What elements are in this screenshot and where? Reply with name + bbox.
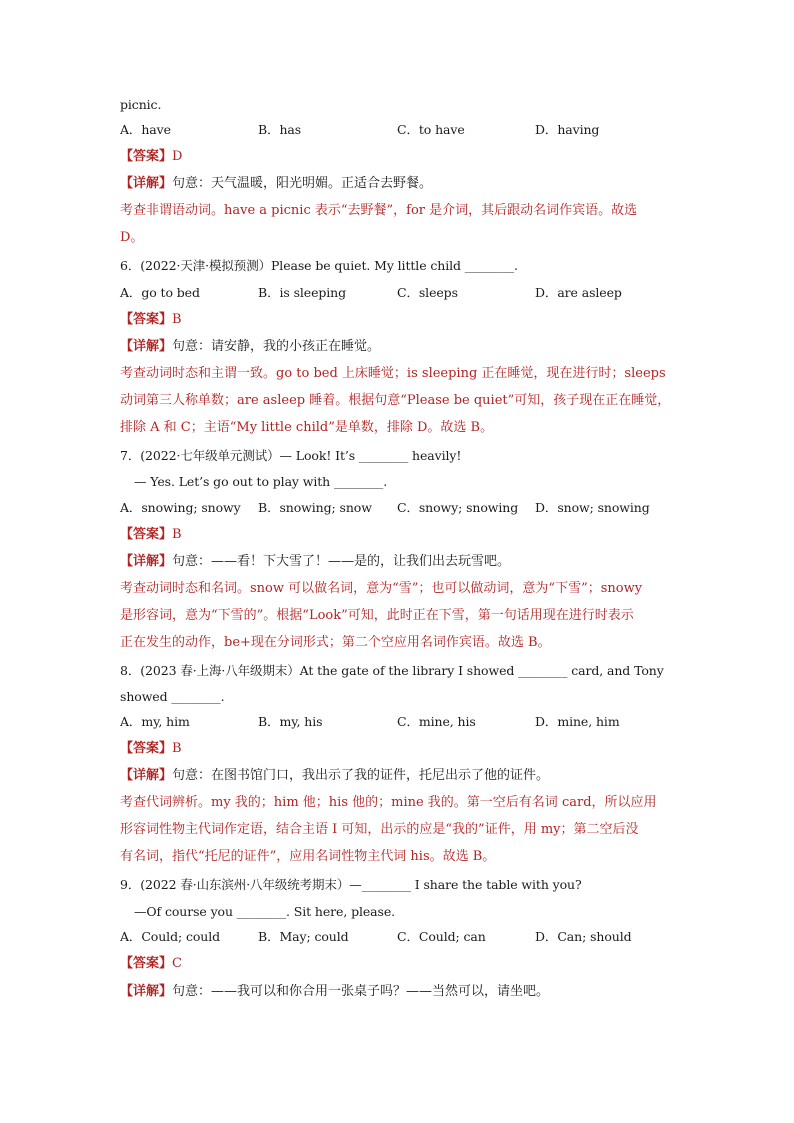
detail-line	[120, 984, 674, 1000]
option-d: D．Can; should	[535, 929, 632, 944]
answer-tag: 【答案】	[120, 956, 173, 971]
option-d: D．snow; snowing	[535, 500, 650, 515]
detail-meaning: 句意：——我可以和你合用一张桌子吗？——当然可以，请坐吧。	[172, 984, 550, 999]
question-stem-continued: showed ________.	[120, 689, 225, 704]
option-b: B．snowing; snow	[258, 500, 372, 515]
answer-line	[120, 312, 674, 328]
answer-line	[120, 527, 674, 543]
option-b: B．is sleeping	[258, 285, 347, 300]
detail-explanation: 正在发生的动作，be+现在分词形式；第二个空应用名词作宾语。故选 B。	[120, 635, 551, 650]
answer-line	[120, 149, 674, 165]
answer-value: B	[172, 741, 182, 756]
option-c: C．mine, his	[397, 714, 476, 729]
question-stem-continued: — Yes. Let’s go out to play with ________.	[134, 474, 388, 489]
detail-explanation: 动词第三人称单数；are asleep 睡着。根据句意“Please be quiet”可知，孩子现在正在睡觉，	[120, 393, 671, 408]
answer-value: D	[172, 149, 183, 164]
detail-explanation: 考查非谓语动词。have a picnic 表示“去野餐”，for 是介词，其后跟动名词作宾语。故选	[120, 203, 638, 218]
detail-tag: 【详解】	[120, 176, 173, 191]
option-a: A．my, him	[120, 714, 190, 729]
detail-explanation: 有名词，指代“托尼的证件”，应用名词性物主代词 his。故选 B。	[120, 849, 496, 864]
detail-tag: 【详解】	[120, 339, 173, 354]
option-d: D．mine, him	[535, 714, 620, 729]
detail-tag: 【详解】	[120, 554, 173, 569]
detail-line	[120, 339, 674, 355]
question-stem: 9．(2022 春·山东滨州·八年级统考期末）—________ I share the table with you?	[120, 877, 582, 892]
answer-tag: 【答案】	[120, 741, 173, 756]
option-b: B．May; could	[258, 929, 349, 944]
option-b: B．my, his	[258, 714, 323, 729]
answer-value: C	[172, 956, 182, 971]
detail-explanation: 考查代词辨析。my 我的；him 他；his 他的；mine 我的。第一空后有名词 card，所以应用	[120, 795, 657, 810]
detail-line	[120, 176, 674, 192]
question-stem: 7．(2022·七年级单元测试）— Look! It’s ________ heavily!	[120, 448, 462, 463]
option-a: A．Could; could	[120, 929, 221, 944]
option-b: B．has	[258, 122, 302, 137]
option-a: A．have	[120, 122, 171, 137]
detail-meaning: 句意：请安静，我的小孩正在睡觉。	[172, 339, 381, 354]
option-c: C．snowy; snowing	[397, 500, 519, 515]
detail-explanation: 考查动词时态和主谓一致。go to bed 上床睡觉；is sleeping 正在睡觉，现在进行时；sleeps	[120, 366, 666, 381]
question-stem-continued: —Of course you ________. Sit here, please.	[134, 904, 396, 919]
detail-explanation: 考查动词时态和名词。snow 可以做名词，意为“雪”；也可以做动词，意为“下雪”；snowy	[120, 581, 643, 596]
detail-meaning: 句意：在图书馆门口，我出示了我的证件，托尼出示了他的证件。	[172, 768, 550, 783]
answer-line	[120, 741, 674, 757]
answer-line	[120, 956, 674, 972]
answer-tag: 【答案】	[120, 312, 173, 327]
question-stem: 8．(2023 春·上海·八年级期末）At the gate of the library I showed ________ card, and Tony	[120, 663, 664, 678]
detail-line	[120, 554, 674, 570]
detail-tag: 【详解】	[120, 984, 173, 999]
detail-explanation: 是形容词，意为“下雪的”。根据“Look”可知，此时正在下雪，第一句话用现在进行时表示	[120, 608, 634, 623]
question-stem: 6．(2022·天津·模拟预测）Please be quiet. My little child ________.	[120, 258, 518, 273]
option-a: A．go to bed	[120, 285, 200, 300]
option-c: C．sleeps	[397, 285, 458, 300]
detail-tag: 【详解】	[120, 768, 173, 783]
option-d: D．are asleep	[535, 285, 622, 300]
question-stem-tail: picnic.	[120, 97, 162, 112]
detail-line	[120, 768, 674, 784]
option-a: A．snowing; snowy	[120, 500, 241, 515]
option-d: D．having	[535, 122, 600, 137]
option-c: C．Could; can	[397, 929, 486, 944]
detail-explanation: 排除 A 和 C；主语“My little child”是单数，排除 D。故选 B。	[120, 420, 494, 435]
detail-explanation: 形容词性物主代词作定语，结合主语 I 可知，出示的应是“我的”证件，用 my；第二空后没	[120, 822, 639, 837]
answer-tag: 【答案】	[120, 527, 173, 542]
answer-tag: 【答案】	[120, 149, 173, 164]
detail-explanation: D。	[120, 230, 144, 245]
detail-meaning: 句意：——看！下大雪了！——是的，让我们出去玩雪吧。	[172, 554, 511, 569]
detail-meaning: 句意：天气温暖，阳光明媚。正适合去野餐。	[172, 176, 433, 191]
option-c: C．to have	[397, 122, 465, 137]
answer-value: B	[172, 527, 182, 542]
answer-value: B	[172, 312, 182, 327]
